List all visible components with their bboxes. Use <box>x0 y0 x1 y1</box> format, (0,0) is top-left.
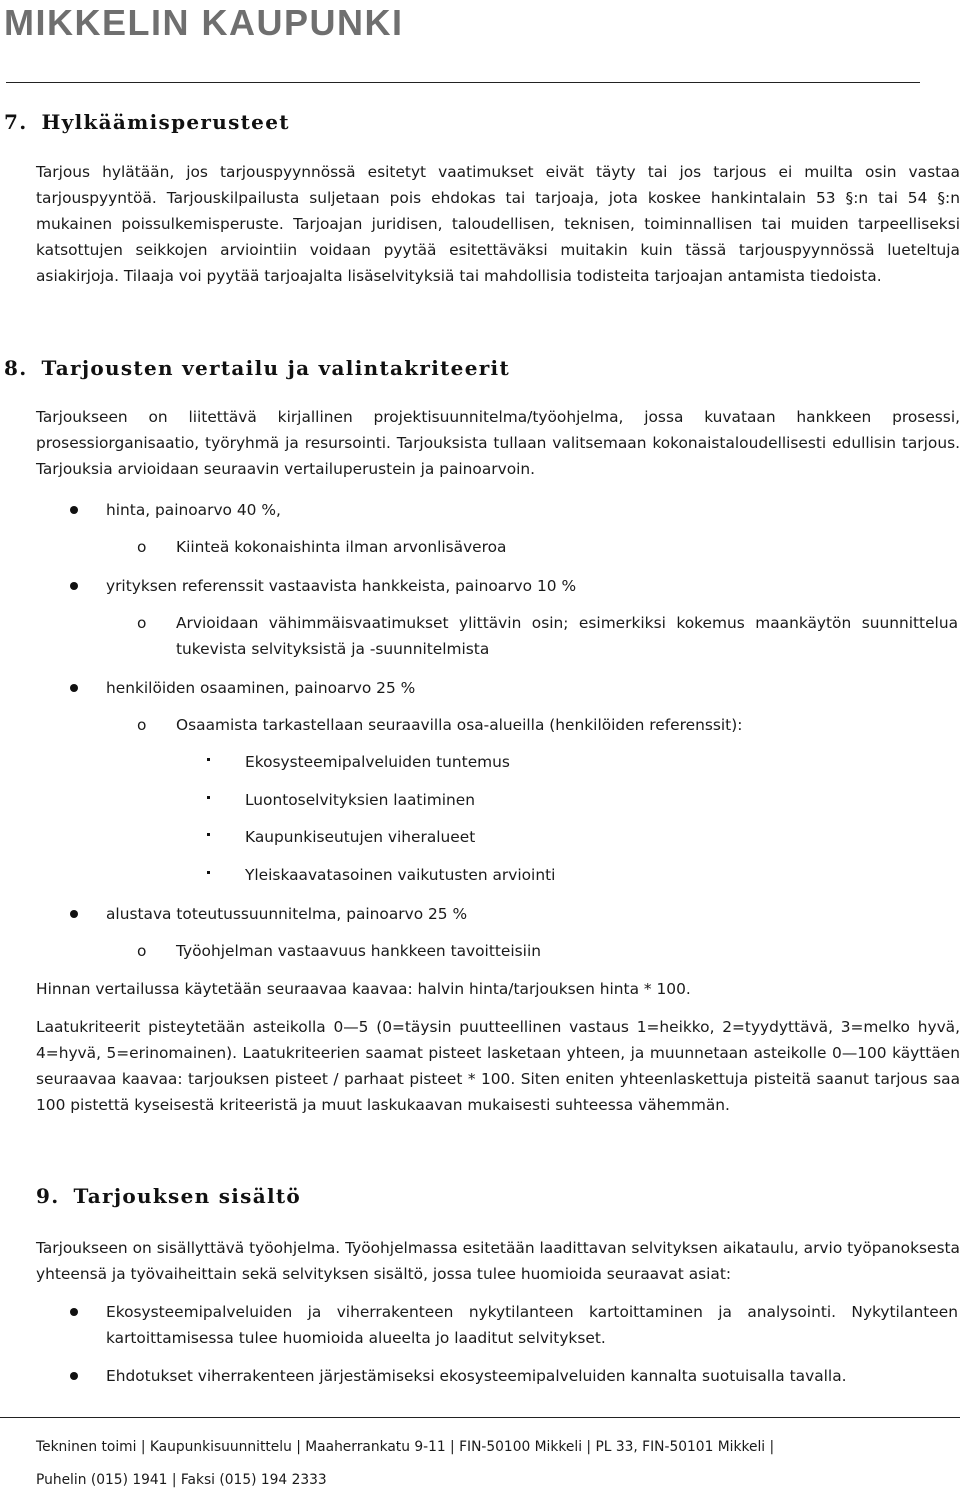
bullet-marker <box>70 1308 78 1316</box>
content-item: Ehdotukset viherrakenteen järjestämiseksi ekosysteemipalveluiden kannalta suotuisalla tavalla. <box>106 1367 847 1385</box>
list-marker <box>207 871 210 874</box>
expertise-area: Luontoselvityksien laatiminen <box>245 791 475 809</box>
criterion-expertise-detail: Osaamista tarkastellaan seuraavilla osa-alueilla (henkilöiden referenssit): <box>176 716 743 734</box>
city-logo: MIKKELIN KAUPUNKI <box>4 2 404 43</box>
section-7-body: Tarjous hylätään, jos tarjouspyynnössä esitetyt vaatimukset eivät täyty tai jos tarjous ei muilta osin vastaa tarjouspyyntöä. Tarjouskilpailusta suljetaan pois ehdokas tai tarjoaja, jota koskee hankintalain 53 §:n tai 54 §:n mukainen poissulkemisperuste. Tarjoajan juridisen, taloudellisen, teknisen, toiminnallisen tai muiden tarpeelliseksi katsottujen seikkojen arviointiin voidaan pyytää esitettäväksi muitakin kuin tässä tarjouspyynnössä lueteltuja asiakirjoja. Tilaaja voi pyytää tarjoajalta lisäselvityksiä tai mahdollisia todisteita tarjoajan antamista tiedoista. <box>36 163 960 285</box>
criterion-references: yrityksen referenssit vastaavista hankkeista, painoarvo 10 % <box>106 577 577 595</box>
criterion-references-detail: Arvioidaan vähimmäisvaatimukset ylittävin osin; esimerkiksi kokemus maankäytön suunnittelua tukevista selvityksistä ja -suunnitelmista <box>176 614 958 658</box>
header-divider <box>6 82 920 83</box>
bullet-marker <box>70 582 78 590</box>
section-8-heading: 8. Tarjousten vertailu ja valintakriteerit <box>4 356 510 380</box>
expertise-area: Yleiskaavatasoinen vaikutusten arviointi <box>245 866 556 884</box>
criterion-price-detail: Kiinteä kokonaishinta ilman arvonlisäveroa <box>176 538 507 556</box>
section-8-intro: Tarjoukseen on liitettävä kirjallinen projektisuunnitelma/työohjelma, jossa kuvataan hankkeen prosessi, prosessiorganisaatio, työryhmä ja resursointi. Tarjouksista tullaan valitsemaan kokonaistaloudellisesti edullisin tarjous. Tarjouksia arvioidaan seuraavin vertailuperustein ja painoarvoin. <box>36 408 960 478</box>
bullet-marker <box>70 1372 78 1380</box>
criterion-plan: alustava toteutussuunnitelma, painoarvo 25 % <box>106 905 468 923</box>
content-item: Ekosysteemipalveluiden ja viherrakenteen nykytilanteen kartoittaminen ja analysointi. Nykytilanteen kartoittamisessa tulee huomioida alueelta jo laaditut selvitykset. <box>106 1303 958 1347</box>
sub-bullet-marker: o <box>137 614 147 632</box>
list-marker <box>207 796 210 799</box>
section-9-intro: Tarjoukseen on sisällyttävä työohjelma. Työohjelmassa esitetään laadittavan selvityksen aikataulu, arvio työpanoksesta yhteensä ja työvaiheittain sekä selvityksen sisältö, jossa tulee huomioida seuraavat asiat: <box>36 1239 960 1283</box>
expertise-area: Ekosysteemipalveluiden tuntemus <box>245 753 510 771</box>
criterion-plan-detail: Työohjelman vastaavuus hankkeen tavoitteisiin <box>176 942 541 960</box>
criterion-expertise: henkilöiden osaaminen, painoarvo 25 % <box>106 679 416 697</box>
scoring-description: Laatukriteerit pisteytetään asteikolla 0—5 (0=täysin puutteellinen vastaus 1=heikko, 2=tyydyttävä, 3=melko hyvä, 4=hyvä, 5=erinomainen). Laatukriteerien saamat pisteet lasketaan yhteen, ja muunnetaan asteikolle 0—100 käyttäen seuraavaa kaavaa: tarjouksen pisteet / parhaat pisteet * 100. Siten eniten yhteenlaskettuja pisteitä saanut tarjous saa 100 pistettä kyseisestä kriteeristä ja muut laskukaavan mukaisesti suhteessa vähemmän. <box>36 1018 960 1114</box>
expertise-area: Kaupunkiseutujen viheralueet <box>245 828 476 846</box>
bullet-marker <box>70 506 78 514</box>
section-7-heading: 7. Hylkäämisperusteet <box>4 110 290 134</box>
criterion-price: hinta, painoarvo 40 %, <box>106 501 281 519</box>
list-marker <box>207 758 210 761</box>
sub-bullet-marker: o <box>137 538 147 556</box>
footer-contact: Puhelin (015) 1941 | Faksi (015) 194 2333 <box>36 1472 327 1488</box>
section-9-heading: 9. Tarjouksen sisältö <box>36 1184 302 1208</box>
price-formula: Hinnan vertailussa käytetään seuraavaa kaavaa: halvin hinta/tarjouksen hinta * 100. <box>36 980 691 998</box>
bullet-marker <box>70 684 78 692</box>
bullet-marker <box>70 910 78 918</box>
sub-bullet-marker: o <box>137 716 147 734</box>
sub-bullet-marker: o <box>137 942 147 960</box>
footer-divider <box>0 1417 960 1418</box>
list-marker <box>207 833 210 836</box>
footer-address: Tekninen toimi | Kaupunkisuunnittelu | Maaherrankatu 9-11 | FIN-50100 Mikkeli | PL 33, FIN-50101 Mikkeli | <box>36 1439 775 1455</box>
